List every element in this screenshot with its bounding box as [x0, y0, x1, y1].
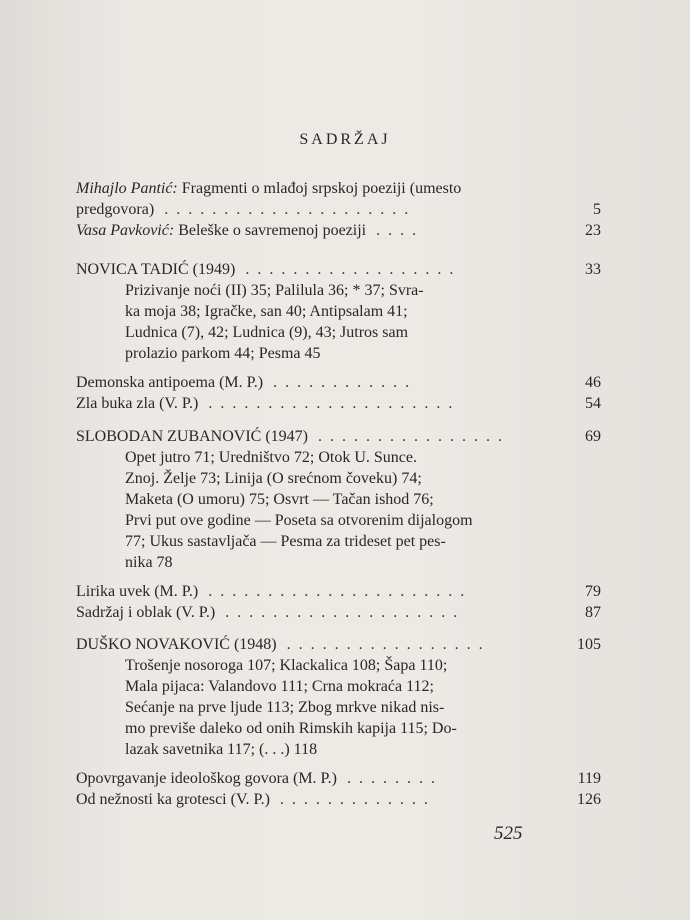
- poem-line: Opet jutro 71; Uredništvo 72; Otok U. Sunce.: [125, 449, 417, 466]
- poem-list: [76, 655, 525, 760]
- poem-line: ka moja 38; Igračke, san 40; Antipsalam 41;: [125, 303, 408, 320]
- poem-line: Mala pijaca: Valandovo 111; Crna mokraća 112;: [125, 678, 434, 695]
- poet-name: NOVICA TADIĆ (1949): [76, 261, 236, 278]
- toc-section-tadic: [76, 259, 601, 414]
- poem-line: mo previše daleko od onih Rimskih kapija 115; Do-: [125, 720, 457, 737]
- poet-name: DUŠKO NOVAKOVIĆ (1948): [76, 636, 277, 653]
- entry-author: Mihajlo Pantić:: [76, 180, 178, 197]
- entry-title: Beleške o savremenoj poeziji: [178, 222, 367, 239]
- leader-dots: . . . . . . . . . . . . . . . .: [312, 428, 504, 445]
- essay-title: Od nežnosti ka grotesci (V. P.): [76, 791, 270, 808]
- poem-line: Ludnica (7), 42; Ludnica (9), 43; Jutros sam: [125, 324, 409, 341]
- poem-line: lazak savetnika 117; (. . .) 118: [125, 741, 318, 758]
- toc-entry: [76, 178, 601, 199]
- poem-list: [76, 447, 525, 573]
- poem-line: Prvi put ove godine — Poseta sa otvorenim dijalogom: [125, 512, 473, 529]
- poet-entry: [76, 426, 601, 447]
- leader-dots: . . . . . . . .: [341, 770, 437, 787]
- page-number: 5: [593, 201, 601, 218]
- page-number: 69: [585, 428, 601, 445]
- essay-entry: [76, 768, 601, 789]
- poem-line: Trošenje nosoroga 107; Klackalica 108; Šapa 110;: [125, 657, 448, 674]
- toc-entry-continuation: [76, 199, 601, 220]
- page-number: 54: [585, 395, 601, 412]
- poem-line: 77; Ukus sastavljača — Pesma za trideset pet pes-: [125, 533, 446, 550]
- essay-title: Lirika uvek (M. P.): [76, 583, 199, 600]
- poem-line: nika 78: [125, 554, 173, 571]
- page-number: 87: [585, 604, 601, 621]
- page-number: 105: [577, 636, 601, 653]
- essay-title: Opovrgavanje ideološkog govora (M. P.): [76, 770, 337, 787]
- poem-line: prolazio parkom 44; Pesma 45: [125, 345, 321, 362]
- poem-line: Sećanje na prve ljude 113; Zbog mrkve nikad nis-: [125, 699, 445, 716]
- poem-line: Znoj. Želje 73; Linija (O srećnom čoveku) 74;: [125, 470, 422, 487]
- leader-dots: . . . . . . . . . . . . . . . . . . . . .: [202, 395, 455, 412]
- page-number: 79: [585, 583, 601, 600]
- toc-section-zubanovic: [76, 426, 601, 623]
- poem-list: [76, 280, 525, 364]
- essay-entry: [76, 372, 601, 393]
- entry-author: Vasa Pavković:: [76, 222, 175, 239]
- leader-dots: . . . . . . . . . . . . . . . . . .: [239, 261, 456, 278]
- leader-dots: . . . . . . . . . . . . . . . . . . . . .: [158, 201, 411, 218]
- leader-dots: . . . . . . . . . . . . . . . . .: [280, 636, 485, 653]
- poet-entry: [76, 634, 601, 655]
- page-number: 23: [585, 222, 601, 239]
- leader-dots: . . . . . . . . . . . .: [267, 374, 412, 391]
- page-number: 119: [577, 770, 601, 787]
- page-number: 33: [585, 261, 601, 278]
- poem-line: Prizivanje noći (II) 35; Palilula 36; * 37; Svra-: [125, 282, 424, 299]
- toc-entry: [76, 220, 601, 241]
- leader-dots: . . . .: [370, 222, 419, 239]
- leader-dots: . . . . . . . . . . . . . . . . . . . . . .: [202, 583, 467, 600]
- essay-entry: [76, 602, 601, 623]
- entry-title: predgovora): [76, 201, 155, 218]
- page-heading: SADRŽAJ: [299, 131, 391, 148]
- essay-title: Sadržaj i oblak (V. P.): [76, 604, 216, 621]
- essay-entry: [76, 581, 601, 602]
- essay-title: Demonska antipoema (M. P.): [76, 374, 264, 391]
- leader-dots: . . . . . . . . . . . . .: [273, 791, 430, 808]
- leader-dots: . . . . . . . . . . . . . . . . . . . .: [219, 604, 460, 621]
- page-number: 126: [577, 791, 601, 808]
- entry-title: Fragmenti o mlađoj srpskoj poeziji (umesto: [181, 180, 462, 197]
- essay-entry: [76, 789, 601, 810]
- poem-line: Maketa (O umoru) 75; Osvrt — Tačan ishod 76;: [125, 491, 434, 508]
- toc-section-novakovic: [76, 634, 601, 810]
- essay-entry: [76, 393, 601, 414]
- poet-name: SLOBODAN ZUBANOVIĆ (1947): [76, 428, 308, 445]
- page-folio-number: 525: [494, 823, 523, 844]
- poet-entry: [76, 259, 601, 280]
- essay-title: Zla buka zla (V. P.): [76, 395, 199, 412]
- toc-intro: [76, 178, 601, 241]
- page-number: 46: [585, 374, 601, 391]
